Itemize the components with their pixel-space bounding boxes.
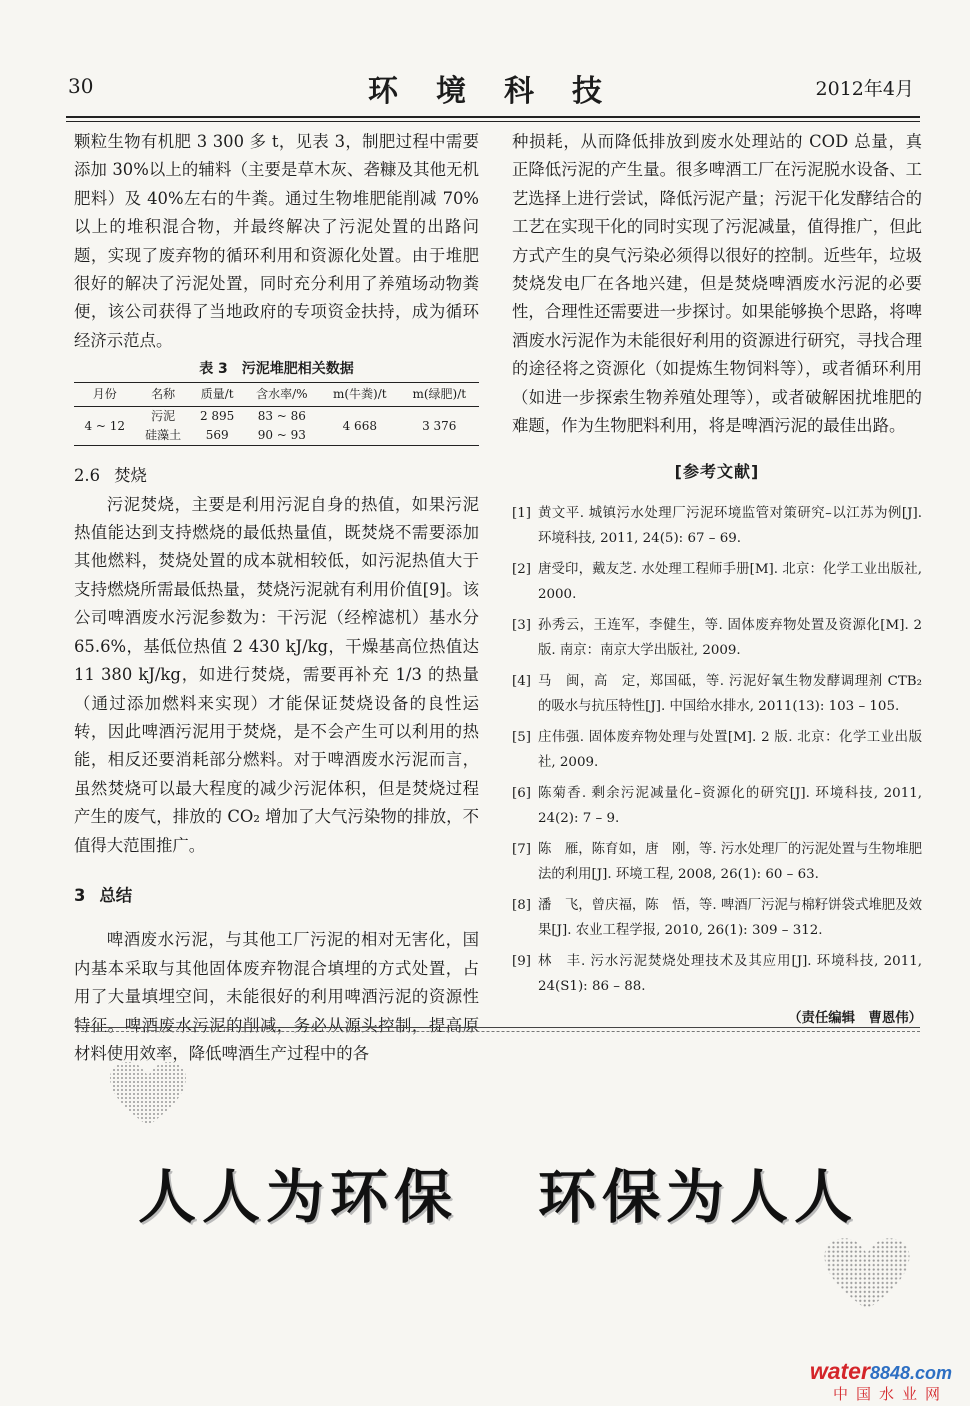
footer-rule (76, 1027, 920, 1028)
editor-note: （责任编辑 曹恩伟） (788, 1010, 922, 1026)
slogan-right: 环保为人人 (538, 1163, 859, 1231)
reference-item (512, 781, 922, 831)
reference-number: [5] (512, 729, 531, 745)
section-title: 焚烧 (114, 466, 147, 486)
table-header-cell: 质量/t (191, 383, 244, 407)
reference-list (512, 501, 922, 999)
table-caption: 表 3 污泥堆肥相关数据 (199, 361, 354, 378)
summary-paragraph: 啤酒废水污泥，与其他工厂污泥的相对无害化，国内基本采取与其他固体废弃物混合填埋的方式处置，占用了大量填埋空间，未能很好的利用啤酒污泥的资源性特征。啤酒废水污泥的削减，务必从源头控制，提高原材料使用效率，降低啤酒生产过程中的各 (74, 930, 479, 1063)
header-rule-thin (66, 121, 920, 122)
reference-text: 唐受印，戴友芝. 水处理工程师手册[M]. 北京：化学工业出版社, 2000. (538, 561, 922, 602)
table-header-cell: m(牛粪)/t (320, 383, 399, 407)
logo-digits: 8848 (869, 1363, 910, 1383)
reference-text: 林 丰. 污水污泥焚烧处理技术及其应用[J]. 环境科技, 2011, 24(S1): 86 – 88. (538, 953, 922, 994)
incineration-paragraph: 污泥焚烧，主要是利用污泥自身的热值，如果污泥热值能达到支持燃烧的最低热量值，既焚烧不需要添加其他燃料，焚烧处置的成本就相较低，如污泥热值大于支持燃烧所需最低热量，焚烧污泥就有利用价值[9]。该公司啤酒废水污泥参数为：干污泥（经榨滤机）基水分 65.6%，基低位热值 2 430 kJ/kg，干燥基高位热值达 11 380 kJ/kg，如进行焚烧，需要再补充 1/3 的热量（通过添加燃料来实现）才能保证焚烧设备的良性运转，因此啤酒污泥用于焚烧，是不会产生可以利用的热能，相反还要消耗部分燃料。对于啤酒废水污泥而言，虽然焚烧可以最大程度的减少污泥体积，但是焚烧过程产生的废气，排放的 CO₂ 增加了大气污染物的排放，不值得大范围推广。 (74, 494, 479, 855)
heart-icon (108, 1060, 188, 1128)
reference-item (512, 949, 922, 999)
section-heading-3 (74, 882, 479, 910)
table-header-row (74, 383, 479, 407)
slogan-left: 人人为环保 (138, 1163, 459, 1231)
table-cell-moisture: 90 ~ 93 (257, 428, 306, 443)
reference-item (512, 725, 922, 775)
reference-text: 黄文平. 城镇污水处理厂污泥环境监管对策研究–以江苏为例[J]. 环境科技, 2011, 24(5): 67 – 69. (538, 505, 922, 546)
issue-date: 2012年4月 (815, 78, 914, 100)
logo-main: water (809, 1358, 870, 1384)
reference-item (512, 557, 922, 607)
table-cell-name: 硅藻土 (145, 428, 182, 443)
reference-text: 孙秀云，王连军，李健生，等. 固体废弃物处置及资源化[M]. 2 版. 南京：南京大学出版社, 2009. (538, 617, 922, 658)
intro-paragraph: 颗粒生物有机肥 3 300 多 t，见表 3，制肥过程中需要添加 30%以上的辅料（主要是草木灰、砻糠及其他无机肥料）及 40%左右的牛粪。通过生物堆肥能削减 70%以上的堆积混合物，并最终解决了污泥处置的出路问题，实现了废弃物的循环利用和资源化处置。由于堆肥很好的解决了污泥处置，同时充分利用了养殖场动物粪便，该公司获得了当地政府的专项资金扶持，成为循环经济示范点。 (74, 132, 479, 350)
section-number: 2.6 (74, 466, 101, 486)
reference-text: 庄伟强. 固体废弃物处理与处置[M]. 2 版. 北京：化学工业出版社, 2009. (538, 729, 922, 770)
reference-number: [6] (512, 785, 531, 801)
page-number: 30 (68, 74, 94, 98)
reference-number: [4] (512, 673, 531, 689)
reference-text: 陈菊香. 剩余污泥减量化–资源化的研究[J]. 环境科技, 2011, 24(2): 7 – 9. (538, 785, 922, 826)
references-heading: [参考文献] (674, 462, 760, 482)
logo-subtitle: 中国水业网 (832, 1385, 948, 1403)
reference-number: [9] (512, 953, 531, 969)
compost-table (74, 382, 479, 446)
header-rule (66, 116, 920, 118)
reference-item (512, 501, 922, 551)
reference-item (512, 669, 922, 719)
reference-item (512, 893, 922, 943)
logo-suffix: .com (909, 1363, 952, 1383)
table-header-cell: 名称 (136, 383, 191, 407)
watermark-logo (810, 1358, 952, 1385)
reference-number: [3] (512, 617, 531, 633)
table-cell-month: 4 ~ 12 (84, 418, 126, 433)
section-number: 3 (74, 885, 86, 905)
table-cell-mass: 2 895 (199, 409, 235, 424)
table-header-cell: m(绿肥)/t (400, 383, 479, 407)
section-heading-2-6 (74, 462, 479, 490)
table-cell-moisture: 83 ~ 86 (257, 409, 306, 424)
reference-text: 潘 飞，曾庆福，陈 悟，等. 啤酒厂污泥与棉籽饼袋式堆肥及效果[J]. 农业工程学报, 2010, 26(1): 309 – 312. (538, 897, 922, 938)
left-column (74, 128, 479, 1068)
table-cell-mass: 569 (205, 428, 229, 443)
reference-number: [2] (512, 561, 531, 577)
reference-text: 马 闽，高 定，郑国砥，等. 污泥好氧生物发酵调理剂 CTB₂ 的吸水与抗压特性[J]. 中国给水排水, 2011(13): 103 – 105. (538, 673, 922, 714)
reference-number: [8] (512, 897, 531, 913)
heart-icon (822, 1236, 912, 1312)
continued-paragraph: 种损耗，从而降低排放到废水处理站的 COD 总量，真正降低污泥的产生量。很多啤酒工厂在污泥脱水设备、工艺选择上进行尝试，降低污泥产量；污泥干化发酵结合的工艺在实现干化的同时实现了污泥减量，值得推广，但此方式产生的臭气污染必须得以很好的控制。近些年，垃圾焚烧发电厂在各地兴建，但是焚烧啤酒废水污泥的必要性，合理性还需要进一步探讨。如果能够换个思路，将啤酒废水污泥作为未能很好利用的资源进行研究，寻找合理的途径将之资源化（如提炼生物饲料等），或者循环利用（如进一步探索生物养殖处理等），或者破解困扰堆肥的难题，作为生物肥料利用，将是啤酒污泥的最佳出路。 (512, 132, 922, 436)
reference-item (512, 837, 922, 887)
table-row (74, 407, 479, 427)
reference-number: [1] (512, 505, 531, 521)
reference-text: 陈 雁，陈育如，唐 刚，等. 污水处理厂的污泥处置与生物堆肥法的利用[J]. 环境工程, 2008, 26(1): 60 – 63. (538, 841, 922, 882)
right-column (512, 128, 922, 1033)
table-header-cell: 含水率/% (244, 383, 320, 407)
footer-rule-dashed (76, 1031, 920, 1032)
reference-item (512, 613, 922, 663)
reference-number: [7] (512, 841, 531, 857)
section-title: 总结 (99, 885, 133, 905)
table-cell-green-manure: 3 376 (422, 418, 457, 433)
table-cell-cow-manure: 4 668 (342, 418, 377, 433)
table-cell-name: 污泥 (151, 409, 176, 424)
journal-title: 环境科技 (368, 74, 640, 109)
table-header-cell: 月份 (74, 383, 136, 407)
